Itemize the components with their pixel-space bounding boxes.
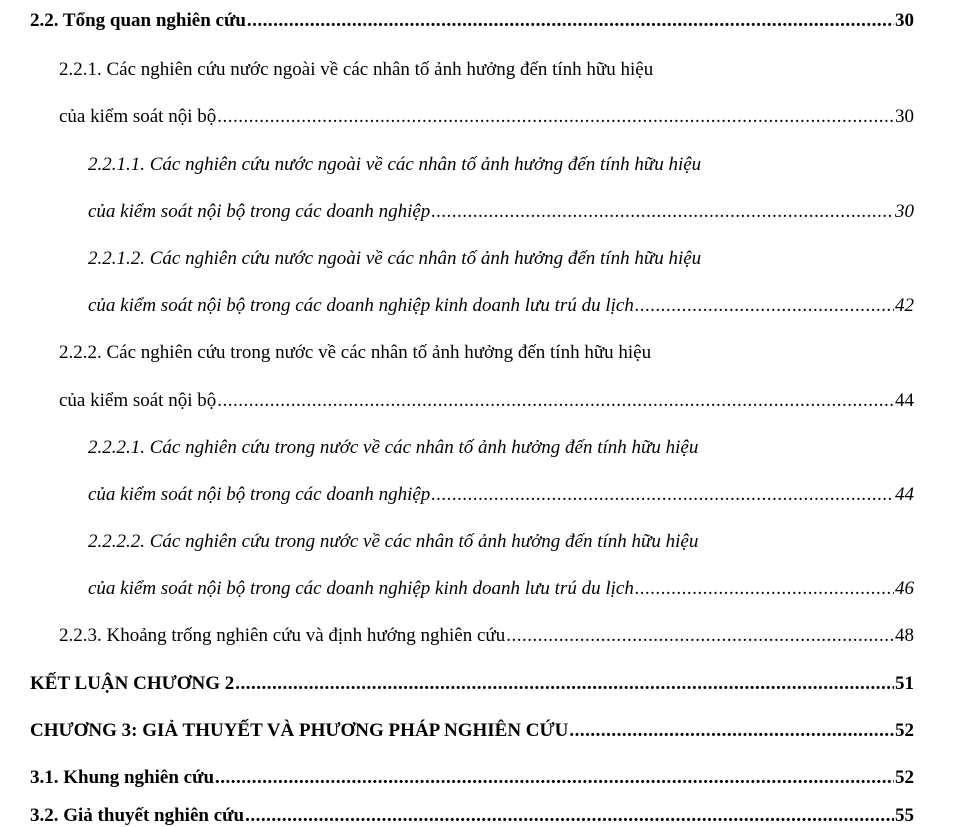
- toc-entry-2-2-1-2-title[interactable]: [88, 248, 701, 270]
- toc-page-number: 44: [895, 484, 914, 505]
- toc-page-number: 52: [895, 767, 914, 788]
- toc-entry-title-cont: của kiểm soát nội bộ trong các doanh nghiệp: [88, 484, 431, 505]
- dot-leader: [217, 390, 894, 412]
- dot-leader: [215, 767, 894, 789]
- toc-entry-title: 3.1. Khung nghiên cứu: [30, 767, 215, 788]
- toc-entry-title: 2.2. Tổng quan nghiên cứu: [30, 10, 246, 31]
- toc-page-number: 51: [895, 673, 914, 694]
- toc-entry-2-2-2-2-title[interactable]: [88, 531, 698, 553]
- toc-entry-2-2-1-title[interactable]: [59, 59, 653, 81]
- toc-entry-2-2-3[interactable]: [59, 625, 914, 647]
- toc-page-number: 46: [895, 578, 914, 599]
- toc-entry-2-2-2-1-cont[interactable]: [88, 484, 914, 506]
- dot-leader: [235, 673, 894, 695]
- toc-entry-title: 2.2.1. Các nghiên cứu nước ngoài về các nhân tố ảnh hưởng đến tính hữu hiệu: [59, 59, 654, 80]
- dot-leader: [431, 484, 894, 506]
- toc-page-number: 30: [895, 201, 914, 222]
- dot-leader: [431, 201, 894, 223]
- toc-page-number: 52: [895, 720, 914, 741]
- toc-entry-2-2-1-cont[interactable]: [59, 106, 914, 128]
- toc-entry-title: 2.2.1.1. Các nghiên cứu nước ngoài về các nhân tố ảnh hưởng đến tính hữu hiệu: [88, 154, 702, 175]
- toc-entry-title: CHƯƠNG 3: GIẢ THUYẾT VÀ PHƯƠNG PHÁP NGHIÊN CỨU: [30, 720, 569, 741]
- toc-page-number: 30: [895, 106, 914, 127]
- toc-entry-ket-luan-chuong-2[interactable]: [30, 673, 914, 695]
- toc-entry-title: 2.2.2.2. Các nghiên cứu trong nước về các nhân tố ảnh hưởng đến tính hữu hiệu: [88, 531, 699, 552]
- toc-page-number: 30: [895, 10, 914, 31]
- dot-leader: [569, 720, 894, 742]
- toc-entry-2-2[interactable]: [30, 10, 914, 32]
- toc-entry-2-2-2-title[interactable]: [59, 342, 651, 364]
- dot-leader: [635, 578, 894, 600]
- toc-entry-title: 2.2.2.1. Các nghiên cứu trong nước về các nhân tố ảnh hưởng đến tính hữu hiệu: [88, 437, 699, 458]
- toc-entry-chuong-3[interactable]: [30, 720, 914, 742]
- toc-entry-2-2-1-1-cont[interactable]: [88, 201, 914, 223]
- toc-entry-title-cont: của kiểm soát nội bộ: [59, 106, 217, 127]
- toc-entry-title: KẾT LUẬN CHƯƠNG 2: [30, 673, 235, 694]
- toc-entry-title: 3.2. Giả thuyết nghiên cứu: [30, 805, 245, 826]
- toc-entry-title-cont: của kiểm soát nội bộ trong các doanh nghiệp: [88, 201, 431, 222]
- toc-entry-2-2-2-cont[interactable]: [59, 390, 914, 412]
- dot-leader: [217, 106, 894, 128]
- dot-leader: [635, 295, 894, 317]
- toc-entry-2-2-1-1-title[interactable]: [88, 154, 701, 176]
- toc-page-number: 44: [895, 390, 914, 411]
- toc-entry-title-cont: của kiểm soát nội bộ trong các doanh nghiệp kinh doanh lưu trú du lịch: [88, 295, 634, 316]
- toc-page-number: 42: [895, 295, 914, 316]
- toc-page-number: 48: [895, 625, 914, 646]
- toc-entry-2-2-1-2-cont[interactable]: [88, 295, 914, 317]
- toc-entry-title-cont: của kiểm soát nội bộ trong các doanh nghiệp kinh doanh lưu trú du lịch: [88, 578, 634, 599]
- dot-leader: [245, 805, 894, 827]
- toc-entry-2-2-2-2-cont[interactable]: [88, 578, 914, 600]
- toc-entry-title: 2.2.3. Khoảng trống nghiên cứu và định hướng nghiên cứu: [59, 625, 506, 646]
- toc-page-number: 55: [895, 805, 914, 826]
- toc-entry-3-2[interactable]: [30, 805, 914, 827]
- toc-entry-title: 2.2.1.2. Các nghiên cứu nước ngoài về các nhân tố ảnh hưởng đến tính hữu hiệu: [88, 248, 702, 269]
- toc-entry-title-cont: của kiểm soát nội bộ: [59, 390, 217, 411]
- toc-entry-title: 2.2.2. Các nghiên cứu trong nước về các nhân tố ảnh hưởng đến tính hữu hiệu: [59, 342, 652, 363]
- toc-entry-3-1[interactable]: [30, 767, 914, 789]
- toc-entry-2-2-2-1-title[interactable]: [88, 437, 698, 459]
- dot-leader: [506, 625, 894, 647]
- dot-leader: [247, 10, 894, 32]
